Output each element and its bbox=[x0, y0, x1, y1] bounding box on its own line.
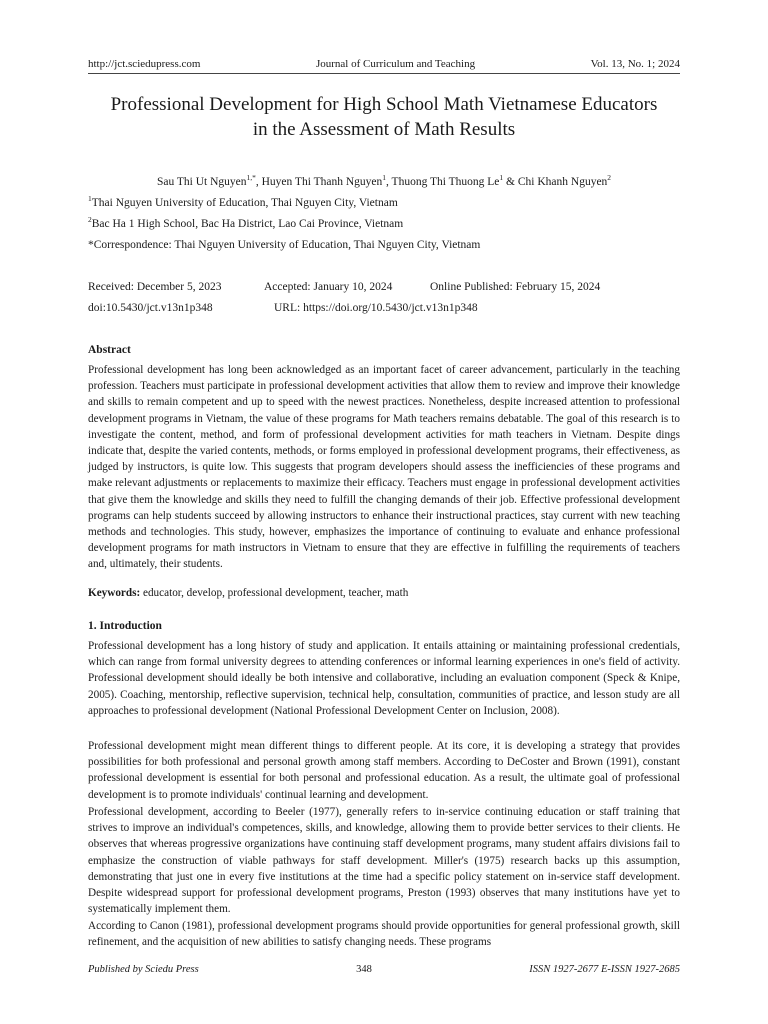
author-separator: , bbox=[255, 176, 262, 188]
affil-text: Thai Nguyen University of Education, Thai Nguyen City, Vietnam bbox=[91, 197, 398, 209]
abstract-heading: Abstract bbox=[88, 344, 131, 356]
title-line-2: in the Assessment of Math Results bbox=[252, 119, 516, 140]
author-name: Huyen Thi Thanh Nguyen bbox=[261, 176, 383, 188]
intro-paragraph-4: According to Canon (1981), professional development programs should provide opportunities for general professional growth, skill refinement, and the acquisition of new abilities to satisfy changing needs. These programs bbox=[88, 920, 680, 949]
author-name: Chi Khanh Nguyen bbox=[517, 176, 608, 188]
keywords bbox=[88, 587, 408, 599]
doi-line bbox=[88, 302, 478, 314]
journal-url[interactable]: http://jct.sciedupress.com bbox=[88, 58, 201, 70]
title-line-1: Professional Development for High School Math Vietnamese Educators bbox=[110, 94, 658, 115]
keywords-text: educator, develop, professional development, teacher, math bbox=[140, 587, 409, 599]
affiliation-2 bbox=[88, 215, 404, 230]
author-affil-mark: 1 bbox=[382, 173, 386, 182]
page-number: 348 bbox=[356, 964, 372, 975]
affil-mark: 2 bbox=[88, 215, 92, 224]
correspondence-text: *Correspondence: Thai Nguyen University of Education, Thai Nguyen City, Vietnam bbox=[88, 239, 481, 251]
running-header bbox=[88, 58, 680, 74]
received-date: Received: December 5, 2023 bbox=[88, 281, 222, 293]
author-separator: , bbox=[386, 176, 392, 188]
introduction-heading: 1. Introduction bbox=[88, 620, 162, 632]
author-name: Thuong Thi Thuong Le bbox=[391, 176, 500, 188]
doi[interactable]: doi:10.5430/jct.v13n1p348 bbox=[88, 302, 213, 314]
correspondence bbox=[88, 239, 480, 251]
publisher: Published by Sciedu Press bbox=[88, 964, 199, 975]
author-affil-mark: 1 bbox=[499, 173, 504, 182]
issn: ISSN 1927-2677 E-ISSN 1927-2685 bbox=[529, 964, 680, 975]
affil-mark: 1 bbox=[88, 194, 92, 203]
accepted-date: Accepted: January 10, 2024 bbox=[264, 281, 393, 293]
intro-paragraph-3: Professional development, according to Beeler (1977), generally refers to in-service continuing education or staff training that strives to improve an individual's competences, skills, and knowledge, allowing them to provide better services to their clients. He observes that whereas progressive organizations have continuing staff development programs, many student affairs divisions fail to emphasize the construction of viable pathways for staff development. Miller's (1975) research backs up this assumption, demonstrating that just one in every five institutions at the time had a specific policy statement on in-service staff development. Despite widespread support for professional development programs, Preston (1993) observes that many institutions have yet to systematically implement them. bbox=[88, 806, 680, 916]
article-page bbox=[88, 0, 680, 1024]
author-list bbox=[88, 173, 680, 188]
published-date: Online Published: February 15, 2024 bbox=[430, 281, 601, 293]
journal-name: Journal of Curriculum and Teaching bbox=[315, 58, 476, 70]
page-footer bbox=[88, 964, 680, 975]
affiliation-1 bbox=[88, 194, 398, 209]
affil-text: Bac Ha 1 High School, Bac Ha District, Lao Cai Province, Vietnam bbox=[91, 218, 404, 230]
intro-paragraph-1: Professional development has a long history of study and application. It entails attaining or maintaining professional credentials, which can range from formal university degrees to attending conferences or informal learning experiences in one's field of activity. Professional development should ideally be both intensive and collaborative, including an evaluation component (Speck & Knipe, 2005). Coaching, mentorship, reflective supervision, technical help, consultation, communities of practice, and lesson study are all approaches to professional development (National Professional Development Center on Inclusion, 2008). bbox=[88, 640, 680, 717]
keywords-label: Keywords: bbox=[88, 587, 141, 599]
intro-paragraph-2: Professional development might mean different things to different people. At its core, it is developing a strategy that provides possibilities for both professional and personal growth among staff members. According to DeCoster and Brown (1991), constant professional development is essential for both personal and professional education. As a result, the ultimate goal of professional development is to promote individuals' continual learning and development. bbox=[88, 740, 680, 801]
author-affil-mark: 2 bbox=[607, 173, 612, 182]
volume-info: Vol. 13, No. 1; 2024 bbox=[590, 58, 680, 70]
author-separator: & bbox=[503, 176, 518, 188]
abstract-text: Professional development has long been acknowledged as an important facet of career advancement, particularly in the teaching profession. Teachers must participate in professional development activities that allow them to review and improve their knowledge and skills to remain competent and up to speed with the newest practices. Nonetheless, despite increased attention to professional development programs in Vietnam, the value of these programs for Math teachers remains debatable. The goal of this research is to investigate the content, method, and form of professional development activities for math teachers in Vietnam. Despite dings indicate that, despite the varied contents, methods, or forms employed in professional development programs, their effectiveness, as judged by instructors, is quite low. This suggests that program developers should assess the inefficiencies of these programs and make relevant adjustments or replacements to maximize their efficacy. Teachers must engage in professional development activities that give them the knowledge and skills they need to fulfill the changing demands of their job. Effective professional development programs can help students succeed by allowing instructors to enhance their instructional practices, stay current with new teaching methods and technologies. This study, however, emphasizes the importance of continuing to evaluate and enhance professional development programs for math instructors in Vietnam to ensure that they are effective in fulfilling the requirements of teachers and, ultimately, their students. bbox=[88, 364, 680, 571]
article-title bbox=[82, 92, 686, 142]
author-affil-mark: 1,* bbox=[246, 173, 256, 182]
author-name: Sau Thi Ut Nguyen bbox=[156, 176, 247, 188]
doi-url[interactable]: URL: https://doi.org/10.5430/jct.v13n1p348 bbox=[274, 302, 478, 314]
publication-dates bbox=[88, 281, 600, 293]
